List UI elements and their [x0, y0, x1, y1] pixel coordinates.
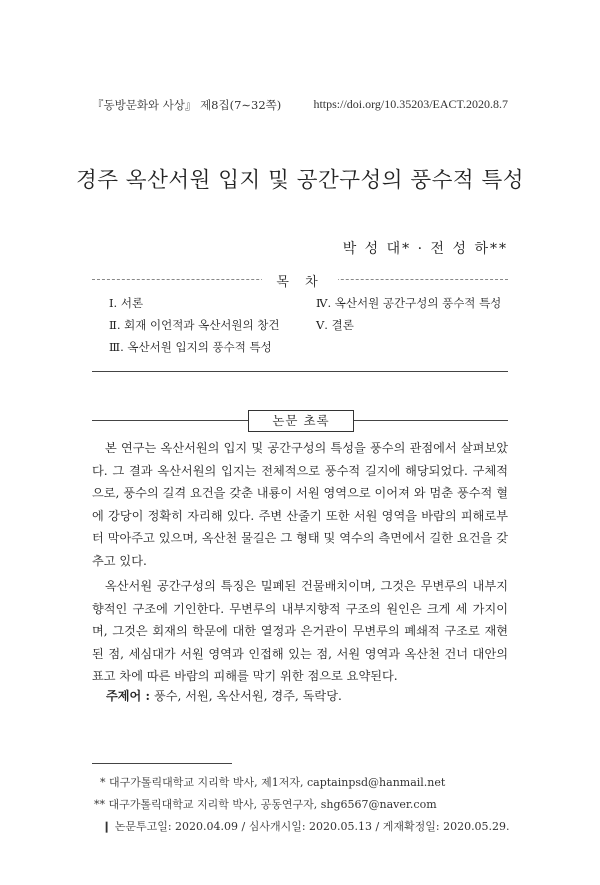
keywords	[106, 687, 342, 704]
author-names: 박 성 대* · 전 성 하**	[342, 241, 508, 257]
abstract-paragraph-2: 옥산서원 공간구성의 특징은 밀폐된 건물배치이며, 그것은 무변루의 내부지향적인 구조에 기인한다. 무변루의 내부지향적 구조의 원인은 크게 세 가지이며, 그것은 회재의 학문에 대한 열정과 은거관이 무변루의 폐쇄적 구조로 재현된 점, 세심대가 서원 영역과 인접해 있는 점, 서원 영역과 옥산천 건너 대안의 표고 차에 따른 바람의 피해를 막기 위한 점으로 요약된다.	[92, 579, 508, 684]
toc-item-5[interactable]: Ⅴ. 결론	[316, 318, 354, 332]
abstract-label: 논문 초록	[248, 410, 354, 432]
keywords-label: 주제어 :	[106, 689, 151, 703]
paper-title: 경주 옥산서원 입지 및 공간구성의 풍수적 특성	[75, 168, 525, 193]
footnote-author-2: ** 대구가톨릭대학교 지리학 박사, 공동연구자, shg6567@naver.com	[94, 798, 437, 811]
toc-item-1[interactable]: Ⅰ. 서론	[109, 296, 144, 310]
toc-item-2[interactable]: Ⅱ. 회재 이언적과 옥산서원의 창건	[109, 318, 280, 332]
toc-item-3[interactable]: Ⅲ. 옥산서원 입지의 풍수적 특성	[109, 340, 272, 354]
journal-header: 『동방문화와 사상』 제8집(7∼32쪽)	[92, 98, 282, 112]
keywords-text: 풍수, 서원, 옥산서원, 경주, 독락당.	[153, 689, 342, 703]
footnote-author-1: * 대구가톨릭대학교 지리학 박사, 제1저자, captainpsd@hanmail.net	[100, 776, 446, 789]
toc-heading: 목 차	[0, 271, 600, 290]
footnote-rule	[92, 763, 232, 764]
toc-divider	[92, 371, 508, 372]
footnote-dates: ❙ 논문투고일: 2020.04.09 / 심사개시일: 2020.05.13 / 게재확정일: 2020.05.29.	[102, 820, 510, 833]
toc-item-4[interactable]: Ⅳ. 옥산서원 공간구성의 풍수적 특성	[316, 296, 502, 310]
abstract-paragraph-1: 본 연구는 옥산서원의 입지 및 공간구성의 특성을 풍수의 관점에서 살펴보았다. 그 결과 옥산서원의 입지는 전체적으로 풍수적 길지에 해당되었다. 구체적으로, 풍수의 길격 요건을 갖춘 내룡이 서원 영역으로 이어져 와 멈춘 풍수적 혈에 강당이 정확히 자리해 있다. 주변 산줄기 또한 서원 영역을 바람의 피해로부터 막아주고 있으며, 옥산천 물길은 그 형태 및 역수의 측면에서 길한 요건을 갖추고 있다.	[92, 441, 508, 568]
doi-link[interactable]: https://doi.org/10.35203/EACT.2020.8.7	[313, 97, 508, 111]
